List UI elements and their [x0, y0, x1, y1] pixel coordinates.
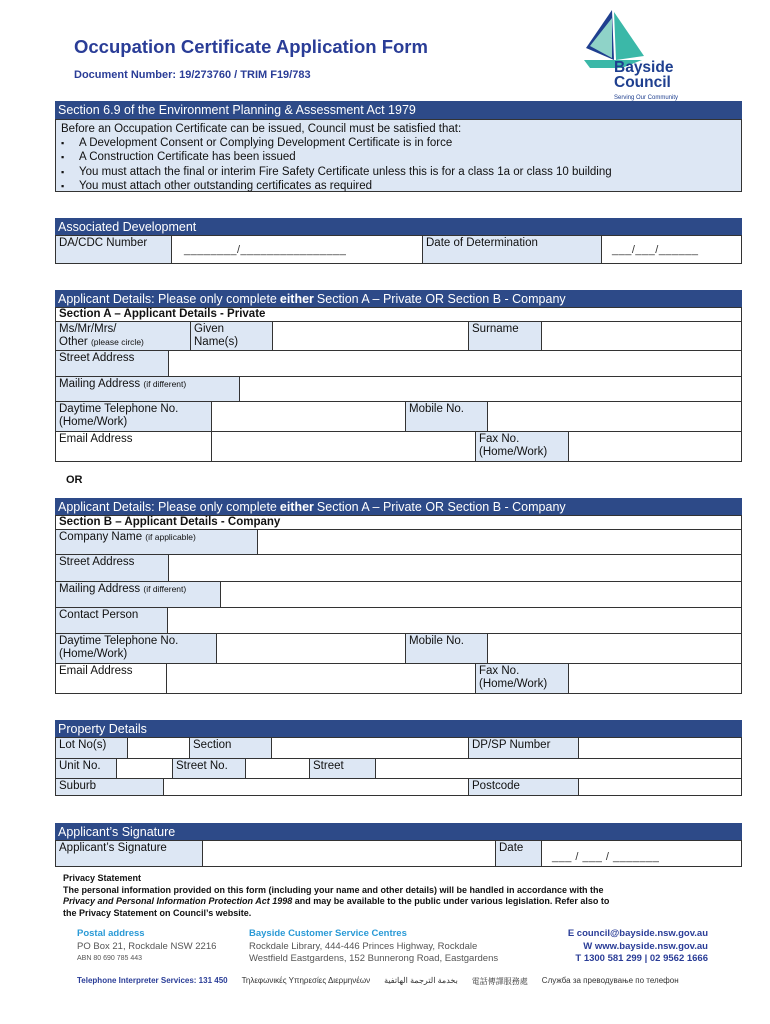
- footer-contact: [530, 928, 708, 966]
- document-number: Document Number: 19/273760 / TRIM F19/783: [74, 69, 311, 81]
- surname-label: Surname: [468, 321, 542, 351]
- signature-date-field[interactable]: ___ / ___ / _______: [541, 840, 742, 867]
- mailing-address-label: Mailing Address (if different): [55, 376, 240, 402]
- company-street-field[interactable]: [168, 554, 742, 582]
- company-fax-field[interactable]: [568, 663, 742, 694]
- postcode-label: Postcode: [468, 778, 579, 796]
- date-of-determination-field[interactable]: ___/___/______: [601, 235, 742, 264]
- footer-website[interactable]: W www.bayside.nsw.gov.au: [583, 940, 708, 952]
- da-cdc-field[interactable]: ________/________________: [171, 235, 423, 264]
- fax-label: Fax No. (Home/Work): [475, 431, 569, 462]
- section-field[interactable]: [271, 737, 469, 759]
- lot-label: Lot No(s): [55, 737, 128, 759]
- requirement-item: ▪ A Development Consent or Complying Development Certificate is in force: [61, 136, 736, 150]
- unit-field[interactable]: [116, 758, 173, 779]
- or-separator: OR: [66, 474, 83, 486]
- daytime-phone-label: Daytime Telephone No. (Home/Work): [55, 401, 212, 432]
- date-of-determination-label: Date of Determination: [422, 235, 602, 264]
- company-street-label: Street Address: [55, 554, 169, 582]
- section-a-subheading: Section A – Applicant Details - Private: [55, 307, 742, 321]
- surname-field[interactable]: [541, 321, 742, 351]
- company-email-field[interactable]: [166, 663, 476, 694]
- signature-field[interactable]: [202, 840, 496, 867]
- fax-field[interactable]: [568, 431, 742, 462]
- company-phone-label: Daytime Telephone No. (Home/Work): [55, 633, 217, 664]
- contact-person-field[interactable]: [167, 607, 742, 634]
- intro-lead: Before an Occupation Certificate can be issued, Council must be satisfied that:: [61, 123, 462, 135]
- company-name-field[interactable]: [257, 529, 742, 555]
- section-b-subheading: Section B – Applicant Details - Company: [55, 515, 742, 529]
- title-label: Ms/Mr/Mrs/ Other (please circle): [55, 321, 191, 351]
- signature-heading: Applicant’s Signature: [55, 823, 742, 840]
- street-address-field[interactable]: [168, 350, 742, 377]
- intro-requirements: [55, 119, 742, 192]
- company-phone-field[interactable]: [216, 633, 406, 664]
- applicant-private-heading: Applicant Details: Please only complete either Section A – Private OR Section B - Company: [55, 290, 742, 307]
- company-name-label: Company Name (if applicable): [55, 529, 258, 555]
- requirement-item: ▪ You must attach the final or interim Fire Safety Certificate unless this is for a class 1a or class 10 building: [61, 165, 736, 179]
- applicant-company-heading: Applicant Details: Please only complete either Section A – Private OR Section B - Company: [55, 498, 742, 515]
- page-title: Occupation Certificate Application Form: [74, 36, 428, 57]
- email-label: Email Address: [55, 431, 212, 462]
- footer-postal: Postal address PO Box 21, Rockdale NSW 2216 ABN 80 690 785 443: [77, 928, 217, 962]
- act-section-heading: Section 6.9 of the Environment Planning & Assessment Act 1979: [55, 101, 742, 119]
- suburb-field[interactable]: [163, 778, 469, 796]
- logo-name: Bayside Council: [614, 59, 674, 91]
- mobile-field[interactable]: [487, 401, 742, 432]
- logo-tagline: Serving Our Community: [614, 95, 679, 101]
- lot-field[interactable]: [127, 737, 190, 759]
- street-label: Street: [309, 758, 376, 779]
- footer-email[interactable]: E council@bayside.nsw.gov.au: [567, 928, 708, 939]
- footer-service-centres: Bayside Customer Service Centres Rockdale Library, 444-446 Princes Highway, Rockdale Westfield Eastgardens, 152 Bunnerong Road, Eastgardens: [249, 928, 499, 964]
- dpsp-label: DP/SP Number: [468, 737, 579, 759]
- given-names-label: Given Name(s): [190, 321, 273, 351]
- contact-person-label: Contact Person: [55, 607, 168, 634]
- mailing-address-field[interactable]: [239, 376, 742, 402]
- bayside-council-logo: [582, 8, 712, 106]
- street-no-label: Street No.: [172, 758, 246, 779]
- given-names-field[interactable]: [272, 321, 469, 351]
- postcode-field[interactable]: [578, 778, 742, 796]
- daytime-phone-field[interactable]: [211, 401, 406, 432]
- company-email-label: Email Address: [55, 663, 167, 694]
- da-cdc-label: DA/CDC Number: [55, 235, 172, 264]
- signature-date-label: Date: [495, 840, 542, 867]
- property-details-heading: Property Details: [55, 720, 742, 737]
- mobile-label: Mobile No.: [405, 401, 488, 432]
- company-fax-label: Fax No. (Home/Work): [475, 663, 569, 694]
- company-mailing-label: Mailing Address (if different): [55, 581, 221, 608]
- street-field[interactable]: [375, 758, 742, 779]
- associated-development-heading: Associated Development: [55, 218, 742, 235]
- signature-label: Applicant’s Signature: [55, 840, 203, 867]
- privacy-statement: Privacy Statement The personal information provided on this form (including your name and other details) will be handled in accordance with the Privacy and Personal Information Protection Act 1998 and may be available to the public under various legislation. Refer also to the Privacy Statement on Council’s website.: [63, 873, 610, 918]
- email-field[interactable]: [211, 431, 476, 462]
- interpreter-services: Telephone Interpreter Services: 131 450 Τηλεφωνικές Υπηρεσίες Διερμηνέων بخدمة الترجمة الهاتفية 電話傳譯服務處 Служба за преводување по телефон: [77, 976, 679, 986]
- company-mailing-field[interactable]: [220, 581, 742, 608]
- company-mobile-field[interactable]: [487, 633, 742, 664]
- requirement-item: ▪ A Construction Certificate has been issued: [61, 150, 736, 164]
- requirement-item: ▪ You must attach other outstanding certificates as required: [61, 179, 736, 193]
- footer-phone: T 1300 581 299 | 02 9562 1666: [575, 953, 708, 964]
- street-address-label: Street Address: [55, 350, 169, 377]
- suburb-label: Suburb: [55, 778, 164, 796]
- company-mobile-label: Mobile No.: [405, 633, 488, 664]
- dpsp-field[interactable]: [578, 737, 742, 759]
- unit-label: Unit No.: [55, 758, 117, 779]
- street-no-field[interactable]: [245, 758, 310, 779]
- section-label: Section: [189, 737, 272, 759]
